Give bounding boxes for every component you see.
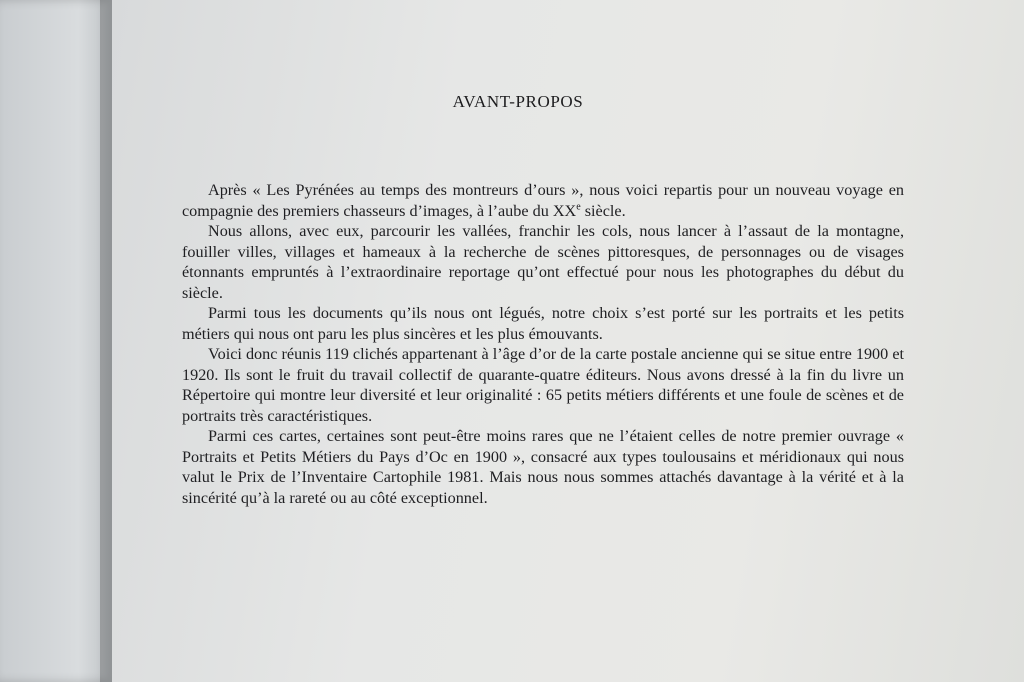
paragraph-2: Nous allons, avec eux, parcourir les vallées, franchir les cols, nous lancer à l’assaut de la montagne, fouiller villes, villages et hameaux à la recherche de scènes pittoresques, de personnages ou de visages étonnants empruntés à l’extraordinaire reportage qu’ont effectué pour nous les photographes du début du siècle. (182, 222, 904, 302)
foreword-text (182, 180, 904, 508)
paragraph-1-end: siècle. (580, 201, 626, 220)
right-page (112, 0, 1024, 682)
century-superscript: e (576, 201, 581, 213)
paragraph-5: Parmi ces cartes, certaines sont peut-être moins rares que ne l’étaient celles de notre premier ouvrage « Portraits et Petits Métiers du Pays d’Oc en 1900 », consacré aux types toulousains et méridionaux qui nous valut le Prix de l’Inventaire Cartophile 1981. Mais nous nous sommes attachés davantage à la vérité et à la sincérité qu’à la rareté ou au côté exceptionnel. (182, 427, 904, 507)
left-page (0, 0, 112, 682)
paragraph-1-text: Après « Les Pyrénées au temps des montreurs d’ours », nous voici repartis pour un nouveau voyage en compagnie des premiers chasseurs d’images, à l’aube du XX (182, 181, 904, 220)
paragraph-4: Voici donc réunis 119 clichés appartenant à l’âge d’or de la carte postale ancienne qui se situe entre 1900 et 1920. Ils sont le fruit du travail collectif de quarante-quatre éditeurs. Nous avons dressé à la fin du livre un Répertoire qui montre leur diversité et leur originalité : 65 petits métiers différents et une foule de scènes et de portraits très caractéristiques. (182, 345, 904, 425)
page-title: AVANT-PROPOS (452, 92, 584, 111)
paragraph-3: Parmi tous les documents qu’ils nous ont légués, notre choix s’est porté sur les portraits et les petits métiers qui nous ont paru les plus sincères et les plus émouvants. (182, 304, 904, 343)
paragraph-1 (182, 180, 904, 221)
